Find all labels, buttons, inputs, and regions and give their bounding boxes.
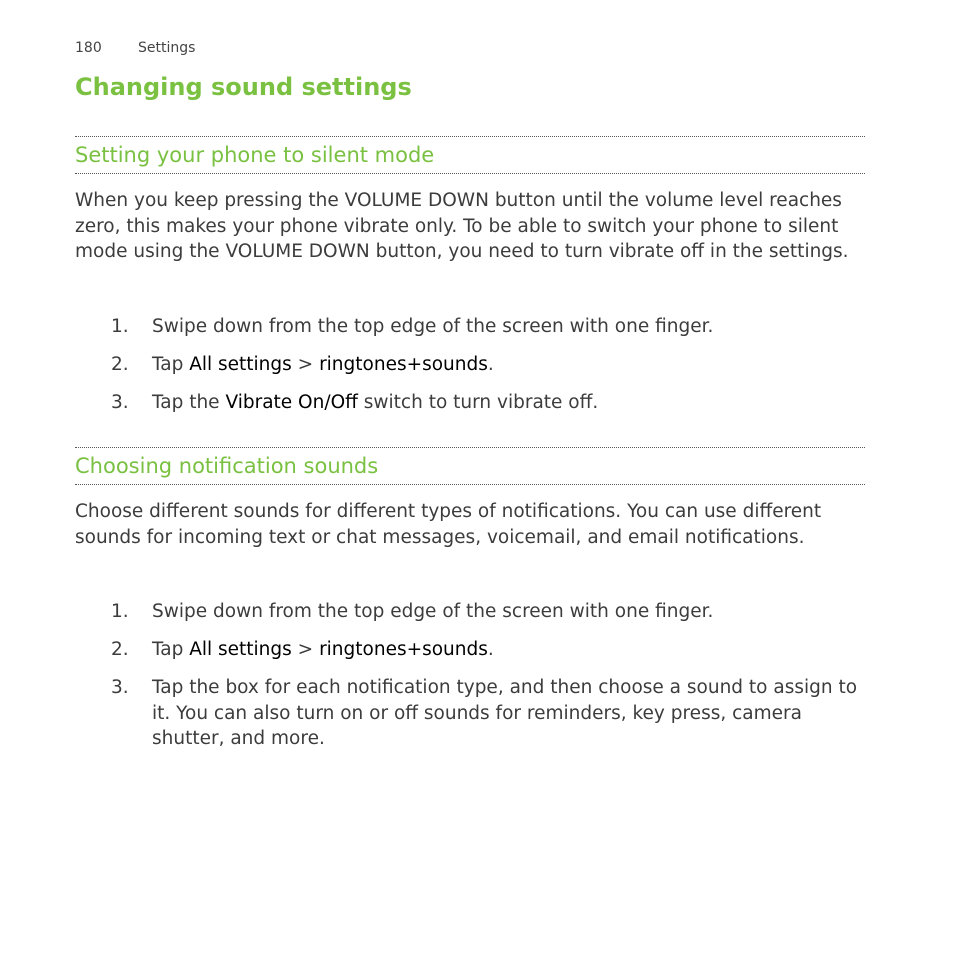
- ui-term: ringtones+sounds: [319, 354, 488, 375]
- step-text: switch to turn vibrate off.: [357, 392, 599, 413]
- running-header: [75, 40, 195, 56]
- step-text: .: [487, 639, 494, 660]
- section-divider-top: [75, 136, 865, 137]
- section-divider-bottom: [75, 173, 865, 174]
- step-item: [75, 314, 865, 340]
- ui-term: All settings: [189, 639, 292, 660]
- step-item: [75, 599, 865, 625]
- step-text: .: [487, 354, 494, 375]
- ui-term: ringtones+sounds: [319, 639, 488, 660]
- section-divider-bottom: [75, 484, 865, 485]
- chapter-title: Changing sound settings: [75, 73, 412, 101]
- ui-term: Vibrate On/Off: [225, 392, 358, 413]
- step-number: 3.: [111, 677, 129, 698]
- step-number: 3.: [111, 392, 129, 413]
- section-heading-silent-mode: Setting your phone to silent mode: [75, 143, 435, 167]
- step-text: Swipe down from the top edge of the screen with one finger.: [152, 316, 714, 337]
- step-number: 1.: [111, 601, 129, 622]
- step-text: >: [291, 354, 320, 375]
- steps-list-notification-sounds: [75, 599, 865, 764]
- section-paragraph-silent-mode: When you keep pressing the VOLUME DOWN button until the volume level reaches zero, this makes your phone vibrate only. To be able to switch your phone to silent mode using the VOLUME DOWN button, you need to turn vibrate off in the settings.: [75, 190, 849, 262]
- step-number: 2.: [111, 639, 129, 660]
- ui-term: All settings: [189, 354, 292, 375]
- step-item: [75, 390, 865, 416]
- step-text: Tap: [152, 639, 190, 660]
- page-number: 180: [75, 40, 102, 56]
- step-text: Tap: [152, 354, 190, 375]
- step-item: [75, 637, 865, 663]
- step-item: [75, 352, 865, 378]
- step-text: Swipe down from the top edge of the screen with one finger.: [152, 601, 714, 622]
- step-text: Tap the: [152, 392, 226, 413]
- step-number: 1.: [111, 316, 129, 337]
- step-item: [75, 675, 865, 752]
- section-paragraph-notification-sounds: Choose different sounds for different types of notifications. You can use different sounds for incoming text or chat messages, voicemail, and email notifications.: [75, 501, 822, 548]
- step-number: 2.: [111, 354, 129, 375]
- section-heading-notification-sounds: Choosing notification sounds: [75, 454, 379, 478]
- step-text: >: [291, 639, 320, 660]
- section-divider-top: [75, 447, 865, 448]
- step-text: Tap the box for each notification type, and then choose a sound to assign to it. You can also turn on or off sounds for reminders, key press, camera shutter, and more.: [152, 677, 858, 749]
- steps-list-silent-mode: [75, 314, 865, 428]
- header-section-name: Settings: [138, 40, 196, 56]
